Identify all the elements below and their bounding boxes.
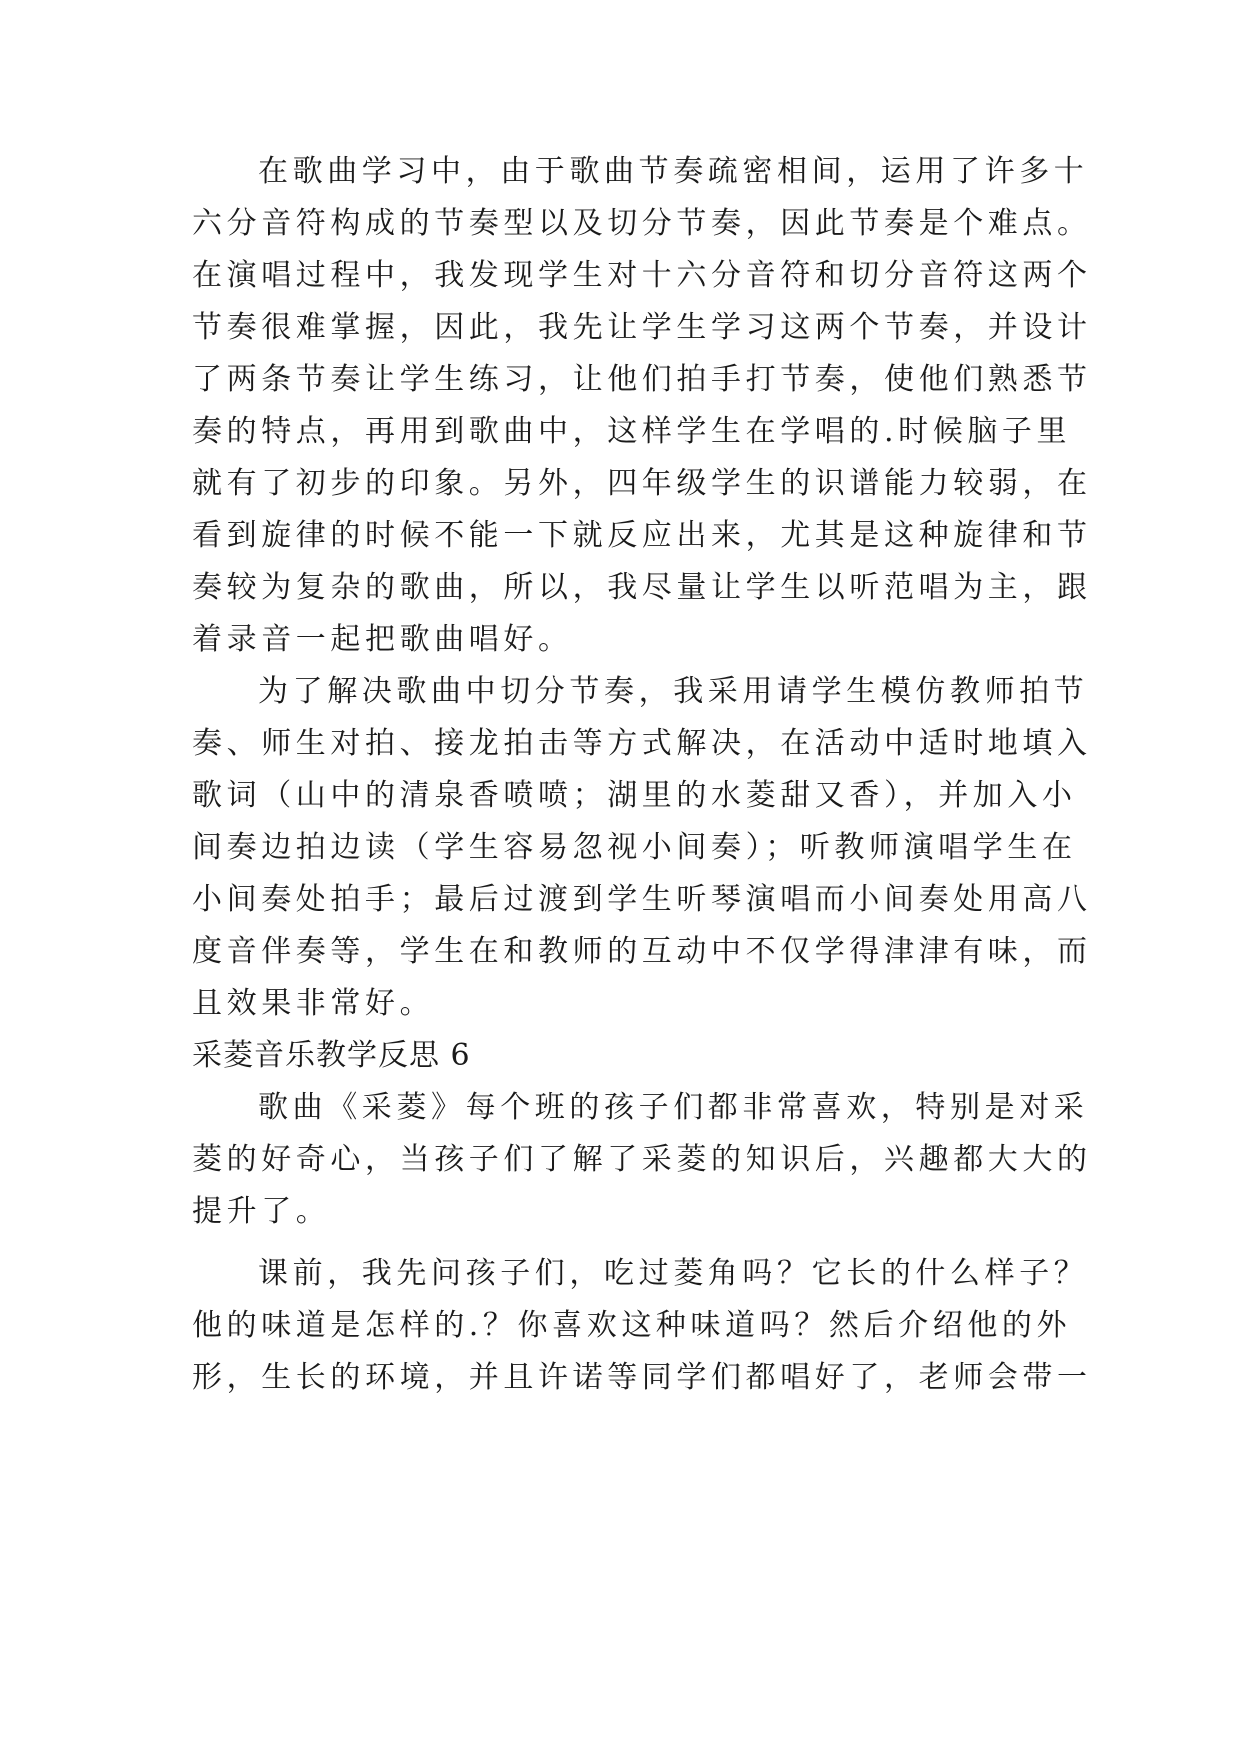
paragraph-line: 在演唱过程中，我发现学生对十六分音符和切分音符这两个 [192, 258, 1092, 293]
paragraph-line: 小间奏处拍手；最后过渡到学生听琴演唱而小间奏处用高八 [192, 882, 1092, 917]
paragraph-line: 六分音符构成的节奏型以及切分节奏，因此节奏是个难点。 [192, 206, 1092, 241]
paragraph-line: 菱的好奇心，当孩子们了解了采菱的知识后，兴趣都大大的 [192, 1142, 1092, 1177]
paragraph-line: 着录音一起把歌曲唱好。 [192, 622, 573, 657]
paragraph-line: 且效果非常好。 [192, 986, 435, 1021]
paragraph-line: 度音伴奏等，学生在和教师的互动中不仅学得津津有味，而 [192, 934, 1092, 969]
section-heading: 采菱音乐教学反思 6 [192, 1038, 471, 1073]
paragraph-line: 奏较为复杂的歌曲，所以，我尽量让学生以听范唱为主，跟 [192, 570, 1092, 605]
paragraph-line: 课前，我先问孩子们，吃过菱角吗？它长的什么样子？ [258, 1256, 1089, 1291]
paragraph-line: 就有了初步的印象。另外，四年级学生的识谱能力较弱，在 [192, 466, 1092, 501]
paragraph-line: 提升了。 [192, 1194, 331, 1229]
paragraph-line: 奏的特点，再用到歌曲中，这样学生在学唱的.时候脑子里 [192, 414, 1072, 449]
paragraph-line: 间奏边拍边读（学生容易忽视小间奏）；听教师演唱学生在 [192, 830, 1077, 865]
paragraph-line: 他的味道是怎样的.？你喜欢这种味道吗？然后介绍他的外 [192, 1308, 1072, 1343]
paragraph-line: 歌词（山中的清泉香喷喷；湖里的水菱甜又香），并加入小 [192, 778, 1077, 813]
paragraph-line: 节奏很难掌握，因此，我先让学生学习这两个节奏，并设计 [192, 310, 1092, 345]
paragraph-line: 奏、师生对拍、接龙拍击等方式解决，在活动中适时地填入 [192, 726, 1092, 761]
paragraph-line: 了两条节奏让学生练习，让他们拍手打节奏，使他们熟悉节 [192, 362, 1092, 397]
paragraph-line: 为了解决歌曲中切分节奏，我采用请学生模仿教师拍节 [258, 674, 1089, 709]
paragraph-line: 在歌曲学习中，由于歌曲节奏疏密相间，运用了许多十 [258, 154, 1089, 189]
paragraph-line: 歌曲《采菱》每个班的孩子们都非常喜欢，特别是对采 [258, 1090, 1089, 1125]
paragraph-line: 形，生长的环境，并且许诺等同学们都唱好了，老师会带一 [192, 1360, 1092, 1395]
paragraph-line: 看到旋律的时候不能一下就反应出来，尤其是这种旋律和节 [192, 518, 1092, 553]
